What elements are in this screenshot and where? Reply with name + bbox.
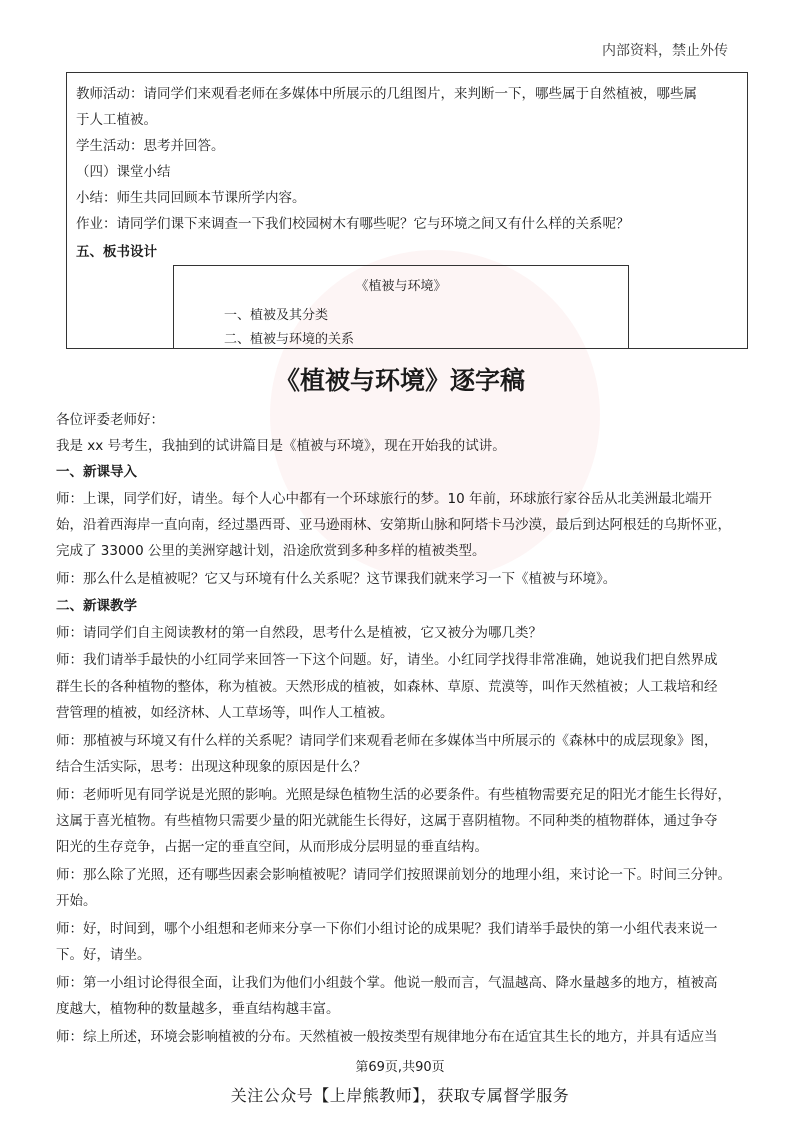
- section-heading-teaching: 二、新课教学: [56, 598, 137, 614]
- student-activity: 学生活动：思考并回答。: [76, 138, 225, 154]
- paragraph-line: 阳光的生存竞争，占据一定的垂直空间，从而形成分层明显的垂直结构。: [56, 839, 488, 855]
- paragraph-line: 度越大，植物种的数量越多，垂直结构越丰富。: [56, 1001, 340, 1017]
- section-heading-intro: 一、新课导入: [56, 464, 137, 480]
- paragraph-line: 师：那么除了光照，还有哪些因素会影响植被呢？请同学们按照课前划分的地理小组，来讨论一下。时间三分钟。: [56, 867, 731, 883]
- homework-text: 作业：请同学们课下来调查一下我们校园树木有哪些呢？它与环境之间又有什么样的关系呢？: [76, 216, 630, 232]
- footer-promo: 关注公众号【上岸熊教师】，获取专属督学服务: [230, 1086, 570, 1105]
- paragraph-line: 师：好，时间到，哪个小组想和老师来分享一下你们小组讨论的成果呢？我们请举手最快的第一小组代表来说一: [56, 921, 718, 937]
- board-design-box: [173, 265, 629, 349]
- paragraph-line: 师：那植被与环境又有什么样的关系呢？请同学们来观看老师在多媒体当中所展示的《森林中的成层现象》图，: [56, 733, 718, 749]
- paragraph-line: 我是 xx 号考生，我抽到的试讲篇目是《植被与环境》，现在开始我的试讲。: [56, 438, 506, 454]
- paragraph-line: 始，沿着西海岸一直向南，经过墨西哥、亚马逊雨林、安第斯山脉和阿塔卡马沙漠，最后到达阿根廷的乌斯怀亚，: [56, 517, 731, 533]
- paragraph-line: 营管理的植被，如经济林、人工草场等，叫作人工植被。: [56, 705, 394, 721]
- paragraph-line: 完成了 33000 公里的美洲穿越计划，沿途欣赏到多种多样的植被类型。: [56, 543, 486, 559]
- paragraph-line: 师：请同学们自主阅读教材的第一自然段，思考什么是植被，它又被分为哪几类？: [56, 625, 542, 641]
- page-number: 第69页,共90页: [355, 1060, 445, 1075]
- paragraph-line: 下。好，请坐。: [56, 947, 151, 963]
- teacher-activity-line-2: 于人工植被。: [76, 112, 157, 128]
- paragraph-line: 开始。: [56, 893, 97, 909]
- document-title: 《植被与环境》逐字稿: [274, 366, 525, 395]
- paragraph-line: 师：上课，同学们好，请坐。每个人心中都有一个环球旅行的梦。10 年前，环球旅行家谷岳从北美洲最北端开: [56, 491, 712, 507]
- summary-text: 小结：师生共同回顾本节课所学内容。: [76, 190, 306, 206]
- paragraph-line: 师：第一小组讨论得很全面，让我们为他们小组鼓个掌。他说一般而言，气温越高、降水量越多的地方，植被高: [56, 975, 718, 991]
- teacher-activity-line-1: 教师活动：请同学们来观看老师在多媒体中所展示的几组图片，来判断一下，哪些属于自然植被，哪些属: [76, 86, 697, 102]
- paragraph-line: 群生长的各种植物的整体，称为植被。天然形成的植被，如森林、草原、荒漠等，叫作天然植被；人工栽培和经: [56, 679, 718, 695]
- paragraph-line: 师：那么什么是植被呢？它又与环境有什么关系呢？这节课我们就来学习一下《植被与环境》。: [56, 571, 617, 587]
- paragraph-line: 师：我们请举手最快的小红同学来回答一下这个问题。好，请坐。小红同学找得非常准确，她说我们把自然界成: [56, 652, 718, 668]
- paragraph-line: 师：老师听见有同学说是光照的影响。光照是绿色植物生活的必要条件。有些植物需要充足的阳光才能生长得好，: [56, 787, 731, 803]
- paragraph-line: 各位评委老师好：: [56, 412, 164, 428]
- summary-heading: （四）课堂小结: [76, 164, 171, 180]
- paragraph-line: 这属于喜光植物。有些植物只需要少量的阳光就能生长得好，这属于喜阴植物。不同种类的植物群体，通过争夺: [56, 813, 718, 829]
- paragraph-line: 结合生活实际，思考：出现这种现象的原因是什么？: [56, 759, 367, 775]
- board-item-1: 一、植被及其分类: [224, 308, 329, 323]
- paragraph-line: 师：综上所述，环境会影响植被的分布。天然植被一般按类型有规律地分布在适宜其生长的地方，并具有适应当: [56, 1029, 718, 1045]
- board-item-2: 二、植被与环境的关系: [224, 332, 355, 347]
- confidential-notice: 内部资料，禁止外传: [602, 43, 728, 59]
- board-design-heading: 五、板书设计: [76, 244, 157, 260]
- board-title: 《植被与环境》: [355, 279, 447, 294]
